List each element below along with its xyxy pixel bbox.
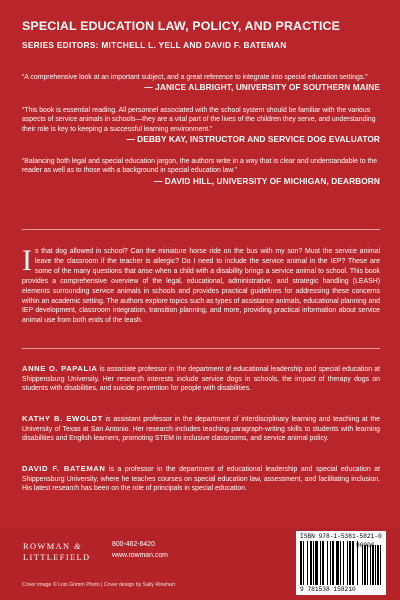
divider-middle <box>22 348 380 349</box>
isbn-number: ISBN 978-1-5381-5821-0 <box>300 533 382 540</box>
publisher-phone: 800-462-6420 <box>112 541 155 548</box>
author-bio-papalia <box>22 364 380 394</box>
author-bio-text: is associate professor in the department of educational leadership and special education at Shippensburg University. Her research interests include service dogs in schools, the impact of therapy dogs on students with disabilities, and suicide prevention for people with disabilities. <box>22 366 380 393</box>
publisher-logo-amp: & <box>73 542 82 551</box>
book-description <box>22 244 381 326</box>
author-bio-text: is a professor in the department of educational leadership and special education at Shippensburg University, where he teaches courses on special education law, assessment, and facilitating inclusion. His latest research has been on the role of principals in special education. <box>22 466 380 493</box>
author-bio-bateman <box>22 464 380 494</box>
author-name: DAVID F. BATEMAN <box>22 464 106 473</box>
publisher-logo <box>23 541 91 563</box>
series-title: SPECIAL EDUCATION LAW, POLICY, AND PRACTICE <box>22 19 341 33</box>
publisher-website: www.rowman.com <box>112 551 168 559</box>
author-bio-text: is assistant professor in the department of interdisciplinary learning and teaching at the University of Texas at San Antonio. Her research includes teaching paragraph-writing skills to students with learning disabilities and English learners, promoting STEM in inclusive classrooms, and service animal policy. <box>22 416 380 443</box>
publisher-contact <box>112 540 168 561</box>
barcode-bars <box>300 541 382 585</box>
blurb-1 <box>22 73 380 92</box>
ean-number: 9 781538 158210 <box>300 586 356 593</box>
author-bio-ewoldt <box>22 414 380 444</box>
author-name: ANNE O. PAPALIA <box>22 364 98 373</box>
divider-top <box>22 229 380 230</box>
blurb-attribution: — DAVID HILL, UNIVERSITY OF MICHIGAN, DEARBORN <box>153 175 380 186</box>
series-editors: SERIES EDITORS: MITCHELL L. YELL AND DAVID F. BATEMAN <box>22 40 287 50</box>
publisher-logo-line1: ROWMAN <box>23 542 71 551</box>
isbn-barcode <box>296 531 386 595</box>
blurb-attribution: — DEBBY KAY, INSTRUCTOR AND SERVICE DOG EVALUATOR <box>126 134 380 145</box>
blurb-quote: “Balancing both legal and special education jargon, the authors write in a way that is clear and understandable to the reader as well as to those with a background in special education law.” <box>22 158 378 175</box>
description-text: s that dog allowed in school? Can the miniature horse ride on the bus with my son? Must the service animal leave the classroom if the teacher is allergic? Do I need to include the service animal in the IEP? These are some of the many questions that arise when a child with a disability brings a service animal to school. This book provides a comprehensive overview of the legal, educational, administrative, and strategic handling (LEASH) elements surrounding service animals in schools and provides practical guidelines for addressing these concerns within an academic setting. The authors explore topics such as types of assistance animals, educational planning and IEP development, classroom integration, transition planning, and more, providing practical information about service animal use from both ends of the leash. <box>22 248 381 325</box>
cover-credits: Cover image © Lois Grimm Photo | Cover design by Sally Rinehart <box>22 582 176 588</box>
blurb-attribution: — JANICE ALBRIGHT, UNIVERSITY OF SOUTHERN MAINE <box>144 82 380 93</box>
publisher-logo-line2: LITTLEFIELD <box>23 553 91 562</box>
author-name: KATHY B. EWOLDT <box>22 414 103 423</box>
blurb-quote: “This book is essential reading. All personnel associated with the school system should be familiar with the various aspects of service animals in schools—they are a vital part of the lives of the children they serve, and understanding their role is key to keeping a successful learning environment.” <box>22 107 376 133</box>
blurb-quote: “A comprehensive look at an important subject, and a great reference to integrate into special education settings.” <box>22 74 368 81</box>
blurb-3 <box>22 157 380 186</box>
blurb-2 <box>22 106 380 144</box>
drop-cap: I <box>22 244 32 277</box>
